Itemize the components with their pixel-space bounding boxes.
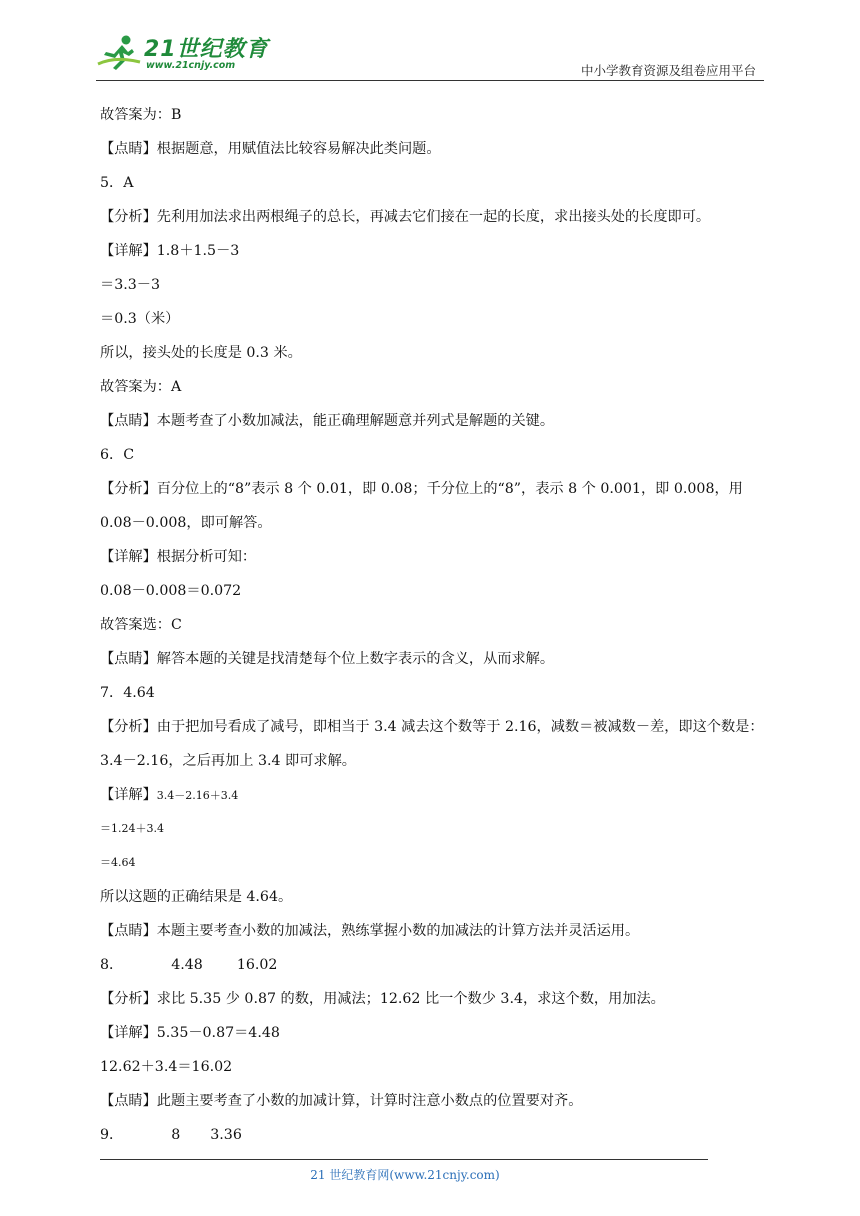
question-number: 8． — [100, 957, 124, 973]
page-footer[interactable]: 21 世纪教育网(www.21cnjy.com) — [310, 1168, 500, 1182]
question-number: 9． — [100, 1127, 124, 1143]
detail-formula-line — [100, 785, 765, 819]
runner-logo-icon — [96, 34, 142, 74]
answer-content — [100, 105, 765, 1159]
analysis-line: 【分析】求比 5.35 少 0.87 的数，用减法；12.62 比一个数少 3.4，求这个数，用加法。 — [100, 991, 665, 1007]
question-answer-5: 5．A — [100, 175, 134, 191]
blank-answer: 8 — [171, 1127, 181, 1143]
answer-line: 故答案为：A — [100, 379, 182, 395]
detail-line: 【详解】根据分析可知： — [100, 549, 257, 565]
comment-line: 【点睛】本题主要考查小数的加减法，熟练掌握小数的加减法的计算方法并灵活运用。 — [100, 923, 640, 939]
question-answer-9 — [100, 1125, 765, 1159]
analysis-paragraph: 【分析】由于把加号看成了减号，即相当于 3.4 减去这个数等于 2.16，减数＝被减数－差，即这个数是：3.4－2.16，之后再加上 3.4 即可求解。 — [100, 719, 764, 769]
detail-label: 【详解】 — [100, 787, 157, 803]
blank-answer: 16.02 — [236, 957, 278, 973]
comment-line: 【点睛】本题考查了小数加减法，能正确理解题意并列式是解题的关键。 — [100, 413, 555, 429]
platform-tagline: 中小学教育资源及组卷应用平台 — [580, 63, 756, 78]
calc-line: ＝3.3－3 — [100, 277, 160, 293]
header-divider — [96, 80, 764, 81]
analysis-line: 【分析】先利用加法求出两根绳子的总长，再减去它们接在一起的长度，求出接头处的长度即可。 — [100, 209, 711, 225]
conclusion-line: 所以这题的正确结果是 4.64。 — [100, 889, 293, 905]
answer-line: 故答案为：B — [100, 107, 182, 123]
question-answer-7: 7．4.64 — [100, 685, 155, 701]
blank-answer: 3.36 — [210, 1127, 242, 1143]
conclusion-line: 所以，接头处的长度是 0.3 米。 — [100, 345, 302, 361]
formula-text: 3.4－2.16＋3.4 — [156, 789, 239, 802]
comment-line: 【点睛】此题主要考查了小数的加减计算，计算时注意小数点的位置要对齐。 — [100, 1093, 583, 1109]
calc-line: ＝0.3（米） — [100, 311, 180, 327]
page-header — [0, 0, 860, 80]
logo-text: 21世纪教育 — [144, 37, 269, 62]
detail-line: 【详解】5.35－0.87＝4.48 — [100, 1025, 280, 1041]
formula-line: ＝1.24＋3.4 — [100, 822, 164, 835]
comment-line: 【点睛】根据题意，用赋值法比较容易解决此类问题。 — [100, 141, 441, 157]
question-answer-6: 6．C — [100, 447, 135, 463]
site-logo[interactable] — [96, 34, 269, 76]
answer-line: 故答案选：C — [100, 617, 182, 633]
calc-line: 0.08－0.008＝0.072 — [100, 583, 242, 599]
detail-line: 【详解】1.8＋1.5－3 — [100, 243, 240, 259]
question-answer-8 — [100, 955, 765, 989]
formula-line: ＝4.64 — [100, 856, 136, 869]
comment-line: 【点睛】解答本题的关键是找清楚每个位上数字表示的含义，从而求解。 — [100, 651, 555, 667]
blank-answer: 4.48 — [171, 957, 203, 973]
calc-line: 12.62＋3.4＝16.02 — [100, 1059, 233, 1075]
analysis-paragraph: 【分析】百分位上的“8”表示 8 个 0.01，即 0.08；千分位上的“8”，表示 8 个 0.001，即 0.008，用 0.08－0.008，即可解答。 — [100, 481, 743, 531]
footer-divider — [100, 1159, 708, 1160]
logo-url: www.21cnjy.com — [146, 60, 236, 71]
